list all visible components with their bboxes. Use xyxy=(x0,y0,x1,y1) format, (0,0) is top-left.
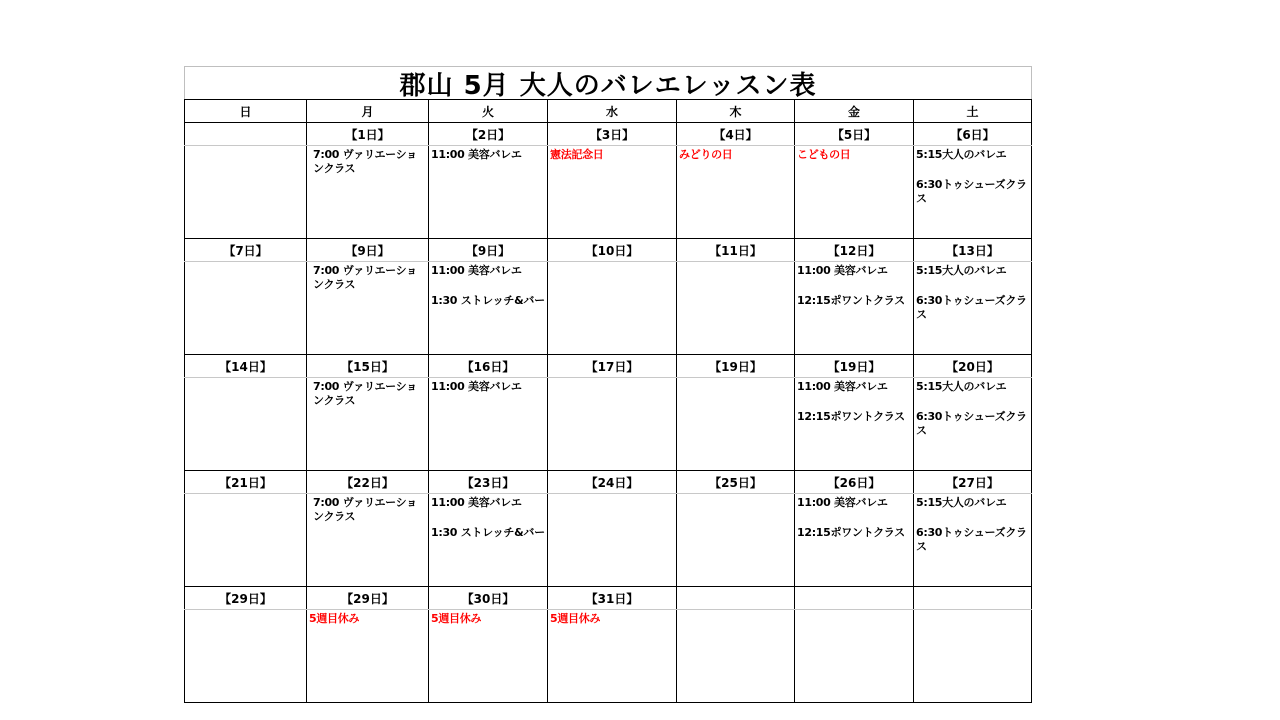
event-item: 11:00 美容バレエ xyxy=(797,380,888,393)
event-item: 7:00 ヴァリエーションクラス xyxy=(313,380,417,407)
events-cell-wed xyxy=(548,262,677,355)
event-item: 5:15大人のバレエ xyxy=(916,264,1007,277)
events-cell-thu xyxy=(677,146,795,239)
date-row xyxy=(185,587,1032,610)
date-cell-fri: 【26日】 xyxy=(795,471,914,494)
date-cell-fri xyxy=(795,587,914,610)
events-cell-thu xyxy=(677,494,795,587)
events-cell-mon xyxy=(307,262,429,355)
events-cell-fri xyxy=(795,610,914,703)
weekday-sun: 日 xyxy=(185,100,307,123)
event-item: 12:15ポワントクラス xyxy=(797,410,905,423)
weekday-thu: 木 xyxy=(677,100,795,123)
events-row xyxy=(185,146,1032,239)
events-cell-fri xyxy=(795,262,914,355)
event-item: 11:00 美容バレエ xyxy=(797,496,888,509)
event-item: こどもの日 xyxy=(797,148,851,161)
date-cell-wed: 【10日】 xyxy=(548,239,677,262)
date-row xyxy=(185,239,1032,262)
event-item: 12:15ポワントクラス xyxy=(797,526,905,539)
event-item: 6:30トゥシューズクラス xyxy=(916,294,1027,321)
weekday-sat: 土 xyxy=(914,100,1032,123)
event-item: みどりの日 xyxy=(679,148,733,161)
date-cell-thu: 【11日】 xyxy=(677,239,795,262)
events-row xyxy=(185,610,1032,703)
events-cell-sat xyxy=(914,610,1032,703)
events-cell-sun xyxy=(185,262,307,355)
event-item: 11:00 美容バレエ xyxy=(431,148,522,161)
events-row xyxy=(185,378,1032,471)
date-cell-sun: 【29日】 xyxy=(185,587,307,610)
events-cell-sun xyxy=(185,610,307,703)
event-item: 6:30トゥシューズクラス xyxy=(916,526,1027,553)
events-cell-fri xyxy=(795,146,914,239)
events-row xyxy=(185,262,1032,355)
events-cell-sat xyxy=(914,494,1032,587)
date-row xyxy=(185,355,1032,378)
event-item: 6:30トゥシューズクラス xyxy=(916,178,1027,205)
date-cell-sat: 【20日】 xyxy=(914,355,1032,378)
event-item: 11:00 美容バレエ xyxy=(431,380,522,393)
events-cell-sun xyxy=(185,146,307,239)
event-item: 1:30 ストレッチ&バー xyxy=(431,526,545,539)
date-cell-mon: 【15日】 xyxy=(307,355,429,378)
events-cell-sat xyxy=(914,146,1032,239)
event-item: 7:00 ヴァリエーションクラス xyxy=(313,496,417,523)
schedule-title: 郡山 5月 大人のバレエレッスン表 xyxy=(184,66,1032,100)
date-cell-mon: 【29日】 xyxy=(307,587,429,610)
events-cell-sat xyxy=(914,378,1032,471)
events-cell-wed xyxy=(548,378,677,471)
event-item: 5週目休み xyxy=(550,612,601,625)
date-cell-wed: 【24日】 xyxy=(548,471,677,494)
date-cell-sat: 【13日】 xyxy=(914,239,1032,262)
events-cell-fri xyxy=(795,378,914,471)
date-cell-wed: 【17日】 xyxy=(548,355,677,378)
events-cell-fri xyxy=(795,494,914,587)
events-cell-thu xyxy=(677,378,795,471)
date-cell-tue: 【2日】 xyxy=(429,123,548,146)
event-item: 5:15大人のバレエ xyxy=(916,148,1007,161)
date-cell-thu: 【25日】 xyxy=(677,471,795,494)
events-cell-tue xyxy=(429,378,548,471)
date-cell-fri: 【12日】 xyxy=(795,239,914,262)
calendar-body xyxy=(185,123,1032,703)
event-item: 11:00 美容バレエ xyxy=(431,496,522,509)
events-cell-thu xyxy=(677,610,795,703)
date-cell-sun: 【14日】 xyxy=(185,355,307,378)
weekday-wed: 水 xyxy=(548,100,677,123)
date-cell-tue: 【16日】 xyxy=(429,355,548,378)
date-cell-sun: 【7日】 xyxy=(185,239,307,262)
date-cell-thu: 【19日】 xyxy=(677,355,795,378)
date-cell-mon: 【22日】 xyxy=(307,471,429,494)
event-item: 5週目休み xyxy=(309,612,360,625)
date-row xyxy=(185,123,1032,146)
event-item: 5週目休み xyxy=(431,612,482,625)
date-cell-fri: 【5日】 xyxy=(795,123,914,146)
date-cell-thu xyxy=(677,587,795,610)
events-cell-tue xyxy=(429,262,548,355)
events-cell-sat xyxy=(914,262,1032,355)
events-cell-mon xyxy=(307,610,429,703)
weekday-tue: 火 xyxy=(429,100,548,123)
event-item: 12:15ポワントクラス xyxy=(797,294,905,307)
date-cell-wed: 【3日】 xyxy=(548,123,677,146)
date-cell-tue: 【9日】 xyxy=(429,239,548,262)
date-cell-tue: 【30日】 xyxy=(429,587,548,610)
weekday-mon: 月 xyxy=(307,100,429,123)
events-cell-mon xyxy=(307,494,429,587)
event-item: 11:00 美容バレエ xyxy=(431,264,522,277)
events-cell-wed xyxy=(548,146,677,239)
date-cell-fri: 【19日】 xyxy=(795,355,914,378)
weekday-fri: 金 xyxy=(795,100,914,123)
event-item: 1:30 ストレッチ&バー xyxy=(431,294,545,307)
date-cell-sat: 【27日】 xyxy=(914,471,1032,494)
events-cell-tue xyxy=(429,146,548,239)
date-cell-tue: 【23日】 xyxy=(429,471,548,494)
events-cell-wed xyxy=(548,610,677,703)
date-cell-wed: 【31日】 xyxy=(548,587,677,610)
event-item: 5:15大人のバレエ xyxy=(916,380,1007,393)
events-cell-tue xyxy=(429,494,548,587)
event-item: 7:00 ヴァリエーションクラス xyxy=(313,264,417,291)
date-cell-sat: 【6日】 xyxy=(914,123,1032,146)
weekday-header-row xyxy=(185,100,1032,123)
calendar-table xyxy=(184,99,1032,703)
date-row xyxy=(185,471,1032,494)
event-item: 7:00 ヴァリエーションクラス xyxy=(313,148,417,175)
events-cell-wed xyxy=(548,494,677,587)
event-item: 憲法記念日 xyxy=(550,148,604,161)
events-cell-thu xyxy=(677,262,795,355)
date-cell-thu: 【4日】 xyxy=(677,123,795,146)
date-cell-mon: 【9日】 xyxy=(307,239,429,262)
events-cell-sun xyxy=(185,378,307,471)
lesson-schedule-sheet xyxy=(184,66,1032,700)
events-row xyxy=(185,494,1032,587)
event-item: 6:30トゥシューズクラス xyxy=(916,410,1027,437)
events-cell-tue xyxy=(429,610,548,703)
event-item: 11:00 美容バレエ xyxy=(797,264,888,277)
events-cell-mon xyxy=(307,146,429,239)
events-cell-mon xyxy=(307,378,429,471)
date-cell-mon: 【1日】 xyxy=(307,123,429,146)
date-cell-sat xyxy=(914,587,1032,610)
date-cell-sun: 【21日】 xyxy=(185,471,307,494)
event-item: 5:15大人のバレエ xyxy=(916,496,1007,509)
events-cell-sun xyxy=(185,494,307,587)
date-cell-sun xyxy=(185,123,307,146)
